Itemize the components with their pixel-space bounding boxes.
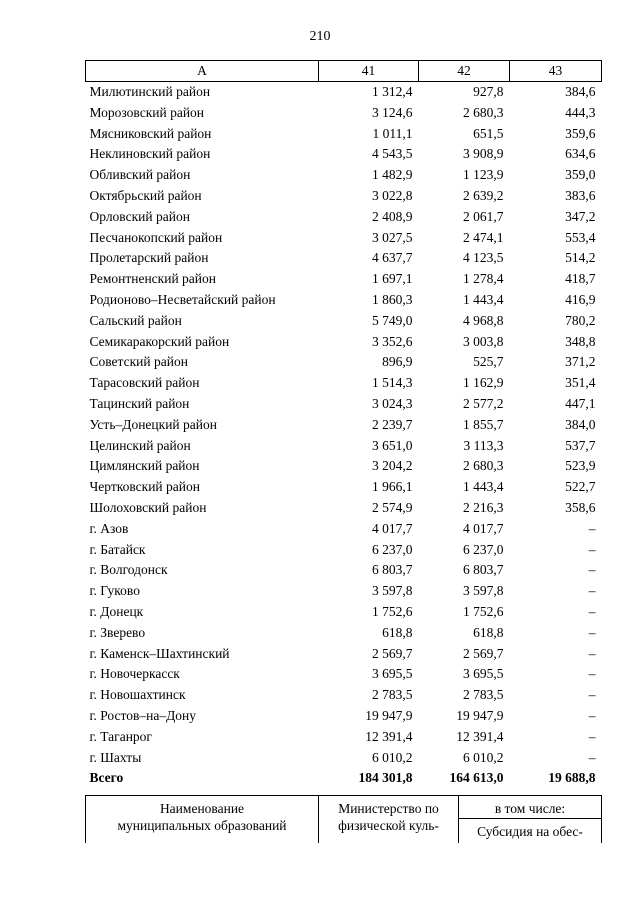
row-value-41: 1 752,6 <box>372 603 413 619</box>
row-municipality: Песчанокопский район <box>89 229 223 245</box>
row-municipality: Мясниковский район <box>89 125 212 141</box>
table-row <box>86 165 602 186</box>
row-value-43: 347,2 <box>565 208 596 224</box>
row-value-41: 4 637,7 <box>372 250 413 266</box>
row-municipality: Обливский район <box>89 167 191 183</box>
row-value-41: 1 312,4 <box>372 84 413 99</box>
row-value-43: 359,0 <box>565 167 596 183</box>
row-value-42: 2 474,1 <box>463 229 504 245</box>
row-value-43: – <box>588 707 596 723</box>
row-value-41: 4 017,7 <box>372 520 413 536</box>
row-value-42: 618,8 <box>473 624 504 640</box>
row-value-43: – <box>588 541 596 557</box>
table-row <box>86 394 602 415</box>
row-value-42: 525,7 <box>473 354 504 370</box>
row-municipality: г. Шахты <box>89 749 142 765</box>
row-value-43: – <box>588 749 596 765</box>
row-value-42: 927,8 <box>473 84 504 99</box>
row-municipality: Советский район <box>89 354 188 370</box>
table-row <box>86 685 602 706</box>
row-municipality: г. Новошахтинск <box>89 687 186 703</box>
row-value-43: 348,8 <box>565 333 596 349</box>
table-row <box>86 311 602 332</box>
row-value-41: 19 947,9 <box>365 707 413 723</box>
header-col-42: 42 <box>419 61 510 82</box>
row-value-42: 2 783,5 <box>463 687 504 703</box>
footer-municipality-header <box>86 796 319 844</box>
row-value-42: 1 162,9 <box>463 375 504 391</box>
row-value-43: – <box>588 687 596 703</box>
row-value-43: – <box>588 666 596 682</box>
row-value-43: – <box>588 645 596 661</box>
row-municipality: г. Новочеркасск <box>89 666 180 682</box>
footer-subsidy-header: Субсидия на обес- <box>459 819 602 844</box>
row-value-43: 444,3 <box>565 104 596 120</box>
total-municipality: Всего <box>89 770 124 786</box>
row-value-42: 2 680,3 <box>463 104 504 120</box>
row-municipality: г. Батайск <box>89 541 146 557</box>
row-value-41: 5 749,0 <box>372 312 413 328</box>
table-row <box>86 727 602 748</box>
table-row <box>86 415 602 436</box>
row-value-41: 3 352,6 <box>372 333 413 349</box>
row-value-42: 3 597,8 <box>463 583 504 599</box>
table-header-row <box>86 61 602 82</box>
table-row <box>86 82 602 103</box>
row-value-42: 3 113,3 <box>463 437 504 453</box>
row-value-41: 2 783,5 <box>372 687 413 703</box>
table-row <box>86 623 602 644</box>
row-value-42: 6 010,2 <box>463 749 504 765</box>
footer-including-header: в том числе: <box>459 796 602 819</box>
row-value-43: 383,6 <box>565 187 596 203</box>
row-municipality: Ремонтненский район <box>89 271 216 287</box>
row-municipality: Морозовский район <box>89 104 205 120</box>
table-row <box>86 103 602 124</box>
footer-ministry-line2: физической куль- <box>338 818 439 833</box>
row-value-42: 19 947,9 <box>456 707 504 723</box>
municipal-funding-table <box>85 60 602 789</box>
row-value-43: 780,2 <box>565 312 596 328</box>
table-row <box>86 352 602 373</box>
row-value-43: 359,6 <box>565 125 596 141</box>
table-row <box>86 644 602 665</box>
footer-municipality-line2: муниципальных образований <box>117 818 287 833</box>
row-value-42: 6 237,0 <box>463 541 504 557</box>
row-value-41: 3 124,6 <box>372 104 413 120</box>
row-municipality: Чертковский район <box>89 479 200 495</box>
row-municipality: Милютинский район <box>89 84 211 99</box>
table-row <box>86 124 602 145</box>
row-municipality: г. Гуково <box>89 583 140 599</box>
row-value-43: 553,4 <box>565 229 596 245</box>
row-value-43: 351,4 <box>565 375 596 391</box>
row-municipality: г. Таганрог <box>89 728 152 744</box>
row-value-42: 3 003,8 <box>463 333 504 349</box>
row-value-42: 4 123,5 <box>463 250 504 266</box>
row-value-41: 1 966,1 <box>372 479 413 495</box>
table-row <box>86 207 602 228</box>
row-value-42: 2 061,7 <box>463 208 504 224</box>
row-value-41: 1 697,1 <box>372 271 413 287</box>
row-value-42: 1 443,4 <box>463 479 504 495</box>
row-value-41: 1 514,3 <box>372 375 413 391</box>
table-row <box>86 248 602 269</box>
footer-ministry-line1: Министерство по <box>338 801 439 816</box>
row-value-42: 1 278,4 <box>463 271 504 287</box>
row-municipality: Родионово–Несветайский район <box>89 291 276 307</box>
row-value-43: – <box>588 520 596 536</box>
row-municipality: Шолоховский район <box>89 499 207 515</box>
row-value-41: 2 408,9 <box>372 208 413 224</box>
total-value-43: 19 688,8 <box>548 770 596 786</box>
table-row <box>86 477 602 498</box>
row-value-42: 2 639,2 <box>463 187 504 203</box>
table-row <box>86 602 602 623</box>
row-value-42: 4 017,7 <box>463 520 504 536</box>
table-row <box>86 748 602 769</box>
row-value-41: 3 022,8 <box>372 187 413 203</box>
table-row <box>86 560 602 581</box>
row-value-41: 2 569,7 <box>372 645 413 661</box>
row-value-42: 1 123,9 <box>463 167 504 183</box>
row-value-43: 514,2 <box>565 250 596 266</box>
row-value-42: 651,5 <box>473 125 504 141</box>
row-value-42: 3 908,9 <box>463 146 504 162</box>
header-col-43: 43 <box>510 61 602 82</box>
row-value-41: 3 695,5 <box>372 666 413 682</box>
row-municipality: Семикаракорский район <box>89 333 230 349</box>
row-municipality: Тацинский район <box>89 395 190 411</box>
table-row <box>86 373 602 394</box>
row-value-42: 12 391,4 <box>456 728 504 744</box>
table-row <box>86 269 602 290</box>
row-municipality: г. Донецк <box>89 603 144 619</box>
table-row <box>86 186 602 207</box>
row-municipality: Тарасовский район <box>89 375 200 391</box>
table-row <box>86 144 602 165</box>
total-value-41: 184 301,8 <box>358 770 413 786</box>
row-value-41: 2 574,9 <box>372 499 413 515</box>
row-value-42: 4 968,8 <box>463 312 504 328</box>
row-value-41: 12 391,4 <box>365 728 413 744</box>
row-value-43: – <box>588 603 596 619</box>
row-value-41: 6 803,7 <box>372 562 413 578</box>
row-value-41: 6 010,2 <box>372 749 413 765</box>
table-row <box>86 540 602 561</box>
row-municipality: г. Каменск–Шахтинский <box>89 645 230 661</box>
row-value-42: 6 803,7 <box>463 562 504 578</box>
table-row <box>86 290 602 311</box>
row-value-43: 358,6 <box>565 499 596 515</box>
row-value-41: 3 204,2 <box>372 458 413 474</box>
row-municipality: Целинский район <box>89 437 191 453</box>
table-row <box>86 498 602 519</box>
row-value-43: 523,9 <box>565 458 596 474</box>
row-value-41: 6 237,0 <box>372 541 413 557</box>
row-value-43: – <box>588 624 596 640</box>
row-municipality: г. Ростов–на–Дону <box>89 707 197 723</box>
row-value-42: 3 695,5 <box>463 666 504 682</box>
row-value-42: 2 680,3 <box>463 458 504 474</box>
table-row <box>86 581 602 602</box>
row-value-42: 1 855,7 <box>463 416 504 432</box>
row-value-43: 384,0 <box>565 416 596 432</box>
table-row <box>86 228 602 249</box>
row-municipality: Неклиновский район <box>89 146 211 162</box>
row-municipality: Сальский район <box>89 312 182 328</box>
table-row <box>86 456 602 477</box>
row-value-43: 416,9 <box>565 291 596 307</box>
table-total-row <box>86 768 602 789</box>
table-row <box>86 436 602 457</box>
header-col-41: 41 <box>319 61 419 82</box>
row-value-42: 1 443,4 <box>463 291 504 307</box>
row-value-43: 447,1 <box>565 395 596 411</box>
continuation-header-table <box>85 795 602 843</box>
row-value-41: 1 482,9 <box>372 167 413 183</box>
row-municipality: Пролетарский район <box>89 250 209 266</box>
row-value-41: 4 543,5 <box>372 146 413 162</box>
row-value-41: 618,8 <box>382 624 413 640</box>
table-row <box>86 332 602 353</box>
row-value-43: 384,6 <box>565 84 596 99</box>
row-municipality: г. Зверево <box>89 624 146 640</box>
total-value-42: 164 613,0 <box>449 770 504 786</box>
row-value-43: – <box>588 583 596 599</box>
row-value-43: – <box>588 728 596 744</box>
footer-municipality-line1: Наименование <box>159 801 245 816</box>
row-value-43: 371,2 <box>565 354 596 370</box>
row-municipality: г. Волгодонск <box>89 562 168 578</box>
row-value-41: 3 597,8 <box>372 583 413 599</box>
row-value-41: 3 651,0 <box>372 437 413 453</box>
row-value-43: 537,7 <box>565 437 596 453</box>
row-value-41: 3 027,5 <box>372 229 413 245</box>
row-municipality: Октябрьский район <box>89 187 202 203</box>
row-value-43: 522,7 <box>565 479 596 495</box>
row-value-43: 634,6 <box>565 146 596 162</box>
row-value-41: 2 239,7 <box>372 416 413 432</box>
table-body <box>86 82 602 790</box>
row-value-43: 418,7 <box>565 271 596 287</box>
row-value-41: 1 860,3 <box>372 291 413 307</box>
table-row <box>86 706 602 727</box>
row-municipality: Усть–Донецкий район <box>89 416 217 432</box>
row-value-41: 3 024,3 <box>372 395 413 411</box>
row-value-42: 1 752,6 <box>463 603 504 619</box>
table-row <box>86 519 602 540</box>
row-value-41: 896,9 <box>382 354 413 370</box>
row-municipality: Цимлянский район <box>89 458 200 474</box>
row-value-43: – <box>588 562 596 578</box>
row-value-42: 2 216,3 <box>463 499 504 515</box>
row-municipality: Орловский район <box>89 208 190 224</box>
footer-ministry-header <box>319 796 459 844</box>
page-number: 210 <box>309 29 331 44</box>
table-row <box>86 664 602 685</box>
header-col-a: А <box>86 61 319 82</box>
row-value-41: 1 011,1 <box>372 125 413 141</box>
row-municipality: г. Азов <box>89 520 129 536</box>
row-value-42: 2 569,7 <box>463 645 504 661</box>
row-value-42: 2 577,2 <box>463 395 504 411</box>
